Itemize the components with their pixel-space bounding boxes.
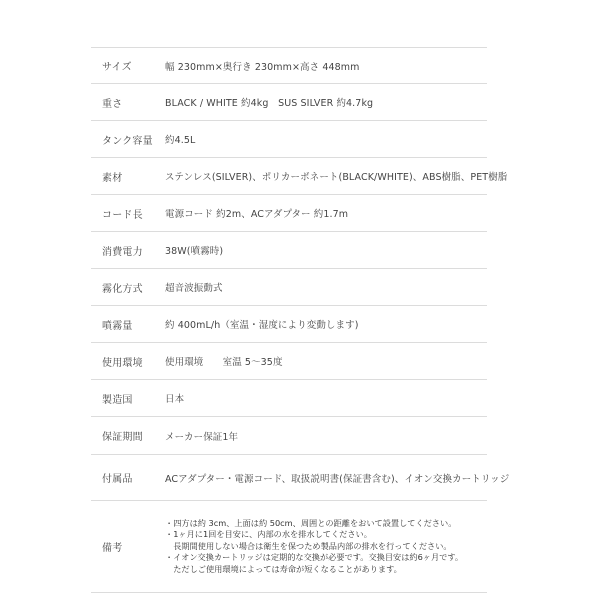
spec-label: 製造国 (102, 394, 133, 406)
spec-row-tank-capacity (91, 121, 487, 158)
spec-value: 約4.5L (165, 135, 196, 146)
spec-label: タンク容量 (102, 135, 153, 147)
spec-row-country-of-manufacture (91, 380, 487, 417)
spec-value: 日本 (165, 394, 185, 405)
spec-value: ACアダプター・電源コード、取扱説明書(保証書含む)、イオン交換カートリッジ (165, 473, 510, 485)
spec-row-size (91, 47, 487, 84)
spec-value: メーカー保証1年 (165, 431, 239, 443)
spec-label: 使用環境 (102, 357, 143, 369)
spec-value: ステンレス(SILVER)、ポリカーボネート(BLACK/WHITE)、ABS樹脂、PET樹脂 (165, 172, 508, 183)
spec-label: 付属品 (102, 474, 133, 485)
spec-row-power-consumption (91, 232, 487, 269)
spec-row-cord-length (91, 195, 487, 232)
spec-label: 備考 (102, 543, 123, 554)
spec-label: 重さ (102, 98, 123, 110)
spec-row-spray-amount (91, 306, 487, 343)
spec-table (91, 47, 510, 593)
remarks-notes (165, 518, 487, 576)
spec-row-weight (91, 84, 487, 121)
spec-label: コード長 (102, 209, 143, 221)
spec-label: 保証期間 (102, 432, 143, 443)
remarks-note-line: ・四方は約 3cm、上面は約 50cm、周囲との距離をおいて設置してください。 (165, 517, 457, 528)
spec-value: 使用環境 室温 5〜35度 (165, 357, 283, 368)
spec-row-operating-environment (91, 343, 487, 380)
remarks-note-line: ただしご使用環境によっては寿命が短くなることがあります。 (165, 563, 402, 574)
remarks-note-line: ・1ヶ月に1回を目安に、内部の水を排水してください。 (165, 529, 372, 540)
spec-value: BLACK / WHITE 約4kg SUS SILVER 約4.7kg (165, 98, 374, 109)
spec-value: 電源コード 約2m、ACアダプター 約1.7m (165, 209, 349, 220)
spec-row-remarks (91, 501, 487, 593)
remarks-note-line: 長期間使用しない場合は衛生を保つため製品内部の排水を行ってください。 (165, 540, 452, 551)
remarks-note-line: ・イオン交換カートリッジは定期的な交換が必要です。交換目安は約6ヶ月です。 (165, 552, 464, 563)
spec-row-accessories (91, 455, 510, 501)
spec-label: 霧化方式 (102, 283, 143, 295)
spec-value: 38W(噴霧時) (165, 246, 224, 257)
spec-value: 超音波振動式 (165, 283, 223, 294)
spec-value: 幅 230mm×奥行き 230mm×高さ 448mm (165, 61, 360, 73)
spec-label: 噴霧量 (102, 320, 133, 332)
spec-label: 素材 (102, 172, 123, 184)
spec-label: 消費電力 (102, 246, 143, 258)
spec-value: 約 400mL/h（室温・湿度により変動します) (165, 320, 359, 331)
spec-row-atomization-method (91, 269, 487, 306)
spec-row-warranty-period (91, 417, 487, 455)
spec-label: サイズ (102, 62, 132, 73)
spec-row-material (91, 158, 508, 195)
